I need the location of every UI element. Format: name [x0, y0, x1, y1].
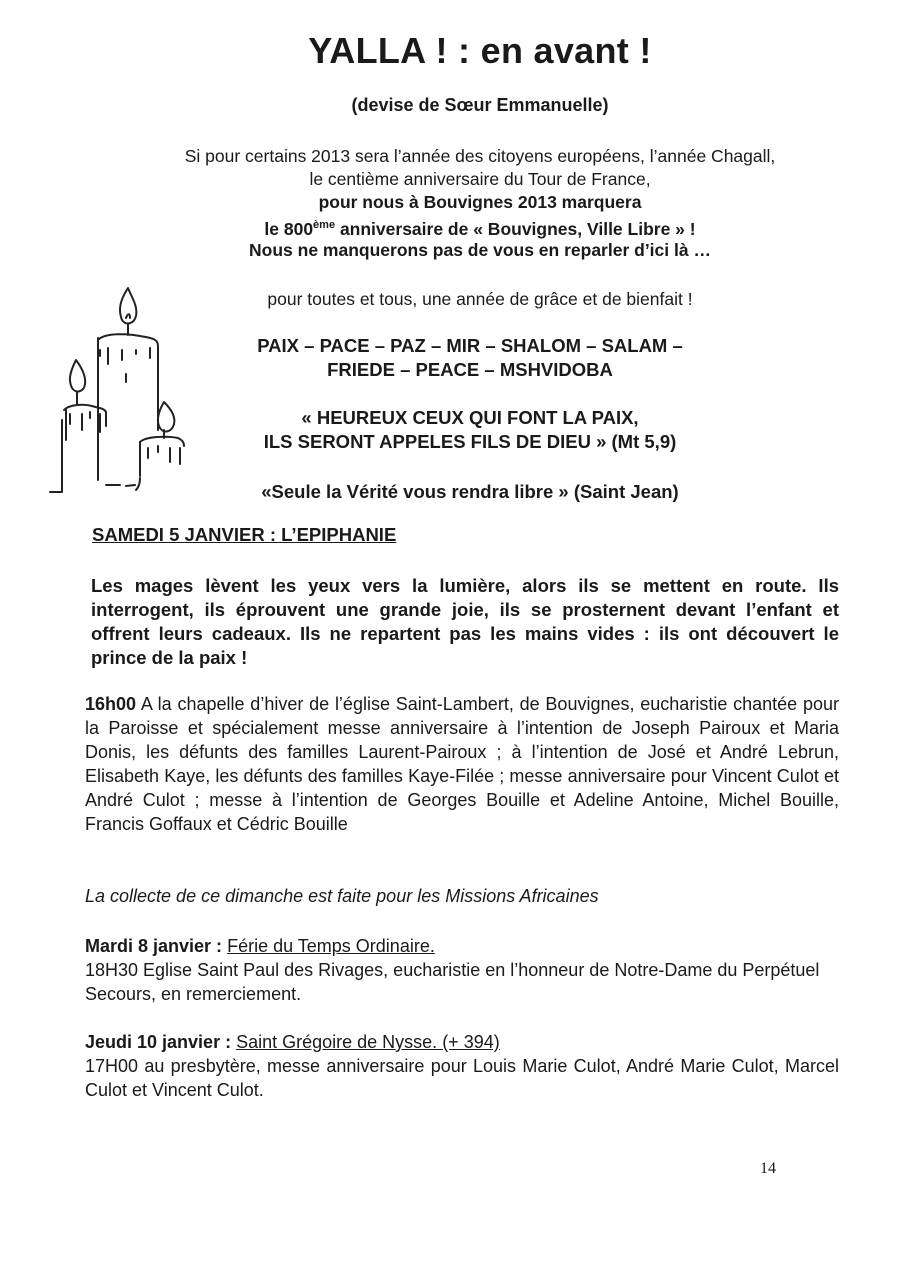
- peace-line-1: PAIX – PACE – PAZ – MIR – SHALOM – SALAM –: [257, 335, 683, 356]
- mardi-feast: Férie du Temps Ordinaire.: [227, 936, 435, 956]
- intro-line-3: pour nous à Bouvignes 2013 marquera: [318, 192, 642, 212]
- jeudi-label: Jeudi 10 janvier :: [85, 1032, 232, 1052]
- quote1-line-2-text: ILS SERONT APPELES FILS DE DIEU »: [263, 431, 607, 452]
- quote1-line-2: [150, 430, 790, 454]
- samedi-mass-paragraph: [85, 692, 839, 836]
- intro-line-4-sup: ème: [313, 219, 336, 231]
- mages-paragraph: Les mages lèvent les yeux vers la lumière, alors ils se mettent en route. Ils interrogent, ils éprouvent une grande joie, ils se prosternent devant l’enfant et offrent leurs cadeaux. Ils ne repartent pas les mains vides : ils ont découvert le prince de la paix !: [91, 575, 839, 668]
- jeudi-heading: [85, 1030, 839, 1054]
- peace-line-2: FRIEDE – PEACE – MSHVIDOBA: [327, 359, 613, 380]
- quote1-line-1: « HEUREUX CEUX QUI FONT LA PAIX,: [301, 407, 639, 428]
- jeudi-text: 17H00 au presbytère, messe anniversaire pour Louis Marie Culot, André Marie Culot, Marcel Culot et Vincent Culot.: [85, 1056, 839, 1100]
- mardi-heading: [85, 934, 839, 958]
- intro-line-5: Nous ne manquerons pas de vous en reparler d’ici là …: [249, 240, 711, 260]
- jeudi-feast: Saint Grégoire de Nysse. (+ 394): [236, 1032, 500, 1052]
- page-title: YALLA ! : en avant !: [308, 30, 652, 71]
- intro-line-4-post: anniversaire de « Bouvignes, Ville Libre » !: [335, 218, 696, 239]
- subtitle: (devise de Sœur Emmanuelle): [351, 95, 609, 115]
- intro-line-1: Si pour certains 2013 sera l’année des citoyens européens, l’année Chagall,: [184, 146, 776, 166]
- intro-line-4: [0, 214, 915, 241]
- collecte-note: La collecte de ce dimanche est faite pour les Missions Africaines: [85, 886, 599, 906]
- mardi-label: Mardi 8 janvier :: [85, 936, 223, 956]
- mardi-text: 18H30 Eglise Saint Paul des Rivages, eucharistie en l’honneur de Notre-Dame du Perpétuel Secours, en remerciement.: [85, 960, 820, 1004]
- quote1-ref: (Mt 5,9): [606, 431, 677, 452]
- candles-drawing: [40, 280, 190, 500]
- intro-line-2: le centième anniversaire du Tour de France,: [309, 169, 651, 189]
- quote2: «Seule la Vérité vous rendra libre » (Saint Jean): [261, 481, 679, 502]
- intro-line-6: pour toutes et tous, une année de grâce et de bienfait !: [267, 289, 693, 309]
- page-number: 14: [760, 1160, 776, 1177]
- intro-line-4-pre: le 800: [264, 218, 314, 239]
- samedi-heading: SAMEDI 5 JANVIER : L’EPIPHANIE: [92, 524, 397, 545]
- samedi-time: 16h00: [85, 694, 137, 714]
- samedi-mass-text: A la chapelle d’hiver de l’église Saint-Lambert, de Bouvignes, eucharistie chantée pour la Paroisse et spécialement messe anniversaire à l’intention de Joseph Pairoux et Maria Donis, les défunts des familles Laurent-Pairoux ; à l’intention de José et André Lebrun, Elisabeth Kaye, les défunts des familles Kaye-Filée ; messe anniversaire pour Vincent Culot et André Culot ; messe à l’intention de Georges Bouille et Adeline Antoine, Michel Bouille, Francis Goffaux et Cédric Bouille: [85, 694, 839, 834]
